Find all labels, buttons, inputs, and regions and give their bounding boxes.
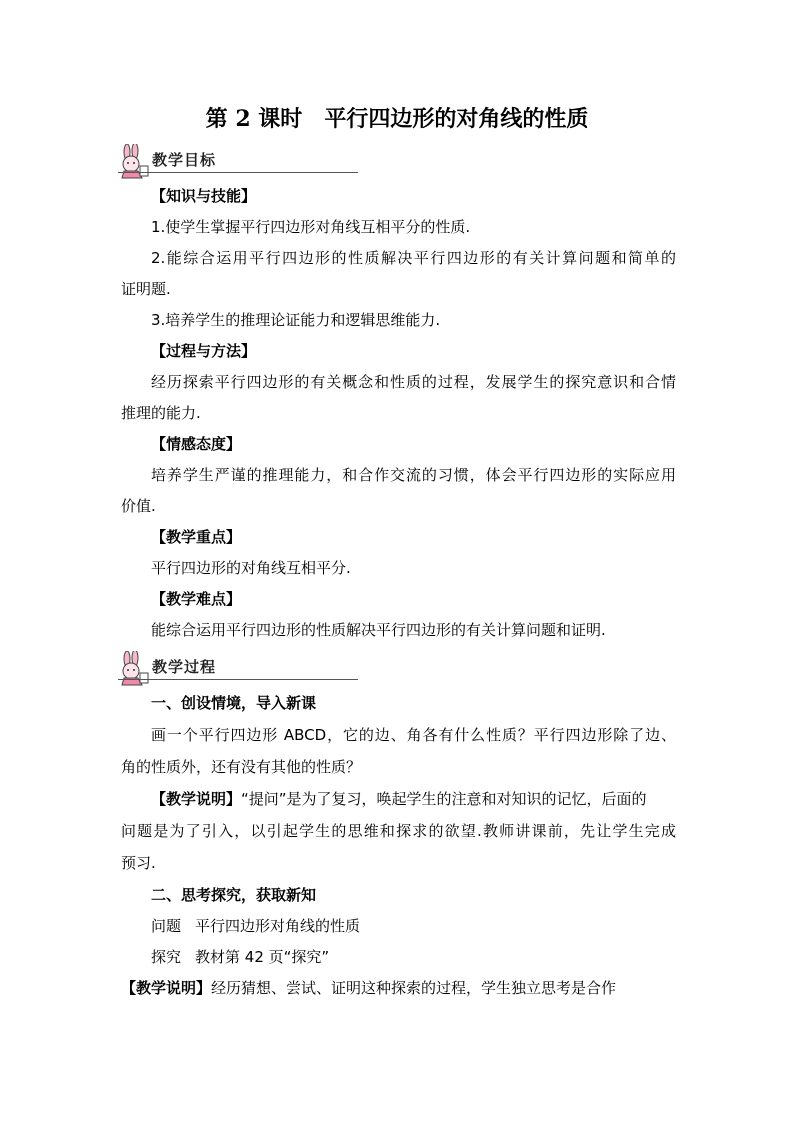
process-method-heading: 【过程与方法】 [151,342,257,360]
rabbit-mascot-icon [116,144,150,180]
step-1-paragraph-line1: 画一个平行四边形 ABCD，它的边、角各有什么性质？平行四边形除了边、 [151,726,676,744]
section-underline [118,172,358,173]
explore-line [151,946,676,968]
step-2-note-line1 [121,977,676,999]
process-method-line1: 经历探索平行四边形的有关概念和性质的过程，发展学生的探究意识和合情 [151,373,676,391]
section-label: 教学过程 [152,658,217,676]
emotion-line1: 培养学生严谨的推理能力，和合作交流的习惯，体会平行四边形的实际应用 [151,466,676,484]
lesson-title [0,104,794,134]
process-method-line2: 推理的能力. [121,404,201,422]
difficulty-text: 能综合运用平行四边形的性质解决平行四边形的有关计算问题和证明. [151,621,606,639]
explore-label: 探究 [151,948,182,966]
rabbit-mascot-icon [116,651,150,687]
step-1-note-line3: 预习. [121,854,156,872]
section-header-process [116,651,266,687]
section-header-objectives [116,144,266,180]
step-1-note-line2: 问题是为了引入，以引起学生的思维和探求的欲望.教师讲课前，先让学生完成 [121,822,676,840]
knowledge-item-3: 3.培养学生的推理论证能力和逻辑思维能力. [151,311,441,329]
emotion-line2: 价值. [121,497,156,515]
knowledge-heading: 【知识与技能】 [151,187,257,205]
question-text: 平行四边形对角线的性质 [195,917,361,935]
lesson-topic: 平行四边形的对角线的性质 [324,106,589,132]
note-label: 【教学说明】 [151,790,242,808]
difficulty-heading: 【教学难点】 [151,590,242,608]
explore-text: 教材第 42 页“探究” [195,948,330,966]
question-label: 问题 [151,917,182,935]
knowledge-item-2-line1: 2.能综合运用平行四边形的性质解决平行四边形的有关计算问题和简单的 [151,249,676,267]
key-point-heading: 【教学重点】 [151,528,242,546]
note-label: 【教学说明】 [121,979,212,997]
section-label: 教学目标 [152,151,217,169]
note-text: “提问”是为了复习，唤起学生的注意和对知识的记忆，后面的 [241,790,647,808]
lesson-number: 第 2 课时 [205,106,303,132]
knowledge-item-2-line2: 证明题. [121,280,171,298]
knowledge-item-1: 1.使学生掌握平行四边形对角线互相平分的性质. [151,218,471,236]
emotion-heading: 【情感态度】 [151,435,242,453]
step-2-heading: 二、思考探究，获取新知 [151,886,317,904]
key-point-text: 平行四边形的对角线互相平分. [151,559,351,577]
section-underline [118,679,358,680]
note-text: 经历猜想、尝试、证明这种探索的过程，学生独立思考是合作 [211,979,617,997]
step-1-heading: 一、创设情境，导入新课 [151,694,317,712]
step-1-note-line1 [151,788,676,810]
question-line [151,915,676,937]
step-1-paragraph-line2: 角的性质外，还有没有其他的性质？ [121,758,362,776]
